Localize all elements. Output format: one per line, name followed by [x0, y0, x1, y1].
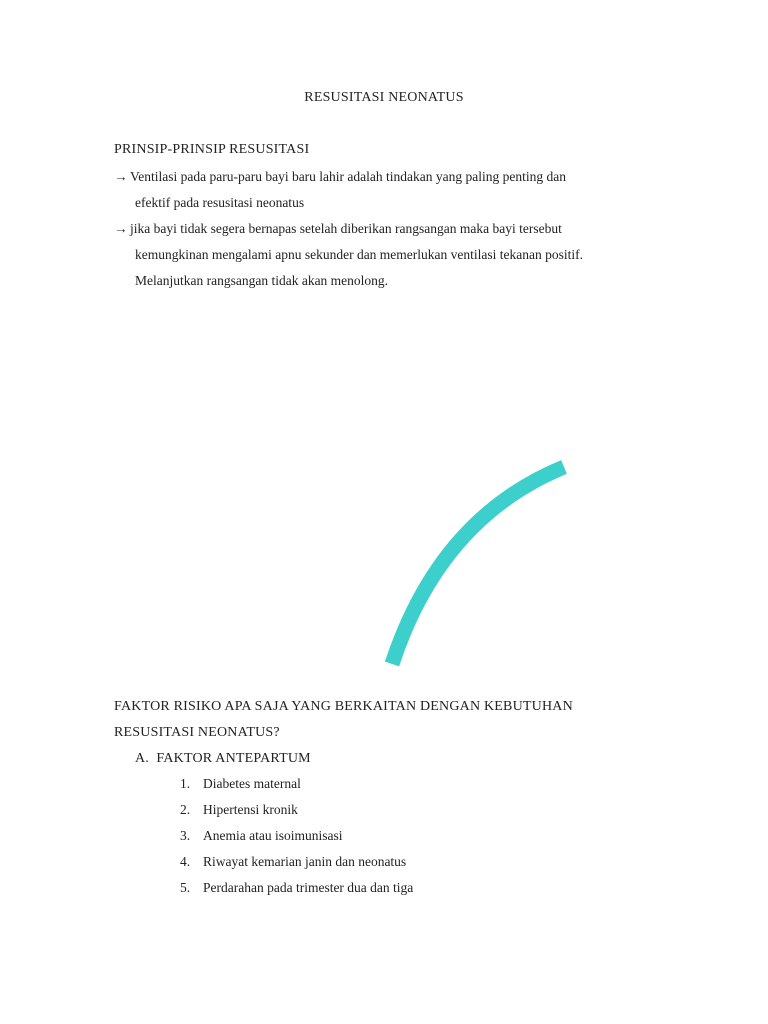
document-title: RESUSITASI NEONATUS [304, 90, 464, 105]
principle-2-line-3: Melanjutkan rangsangan tidak akan menolong. [135, 273, 389, 288]
principle-point-1 [114, 169, 566, 185]
list-item-number: 5. [180, 880, 191, 895]
section-heading-risk-factors-line-2: RESUSITASI NEONATUS? [114, 725, 280, 740]
list-item-number: 1. [180, 776, 191, 791]
list-item: Anemia atau isoimunisasi [203, 828, 343, 843]
arrow-icon: → [114, 221, 128, 236]
section-heading-principles: PRINSIP-PRINSIP RESUSITASI [114, 142, 310, 157]
subsection-antepartum [135, 751, 311, 767]
principle-point-2 [114, 221, 562, 237]
decorative-arc-icon [380, 458, 580, 673]
list-item: Diabetes maternal [203, 776, 301, 791]
list-item: Riwayat kemarian janin dan neonatus [203, 854, 407, 869]
list-item: Perdarahan pada trimester dua dan tiga [203, 880, 414, 895]
principle-1-line-1: Ventilasi pada paru-paru bayi baru lahir adalah tindakan yang paling penting dan [130, 169, 566, 184]
list-item-number: 3. [180, 828, 191, 843]
subsection-label: FAKTOR ANTEPARTUM [156, 751, 311, 766]
list-item: Hipertensi kronik [203, 802, 298, 817]
principle-2-line-1: jika bayi tidak segera bernapas setelah diberikan rangsangan maka bayi tersebut [130, 221, 562, 236]
list-item-number: 4. [180, 854, 191, 869]
principle-2-line-2: kemungkinan mengalami apnu sekunder dan memerlukan ventilasi tekanan positif. [135, 247, 583, 262]
list-item-number: 2. [180, 802, 191, 817]
subsection-marker: A. [135, 751, 150, 766]
principle-1-line-2: efektif pada resusitasi neonatus [135, 195, 305, 210]
arrow-icon: → [114, 169, 128, 184]
section-heading-risk-factors-line-1: FAKTOR RISIKO APA SAJA YANG BERKAITAN DENGAN KEBUTUHAN [114, 699, 573, 714]
